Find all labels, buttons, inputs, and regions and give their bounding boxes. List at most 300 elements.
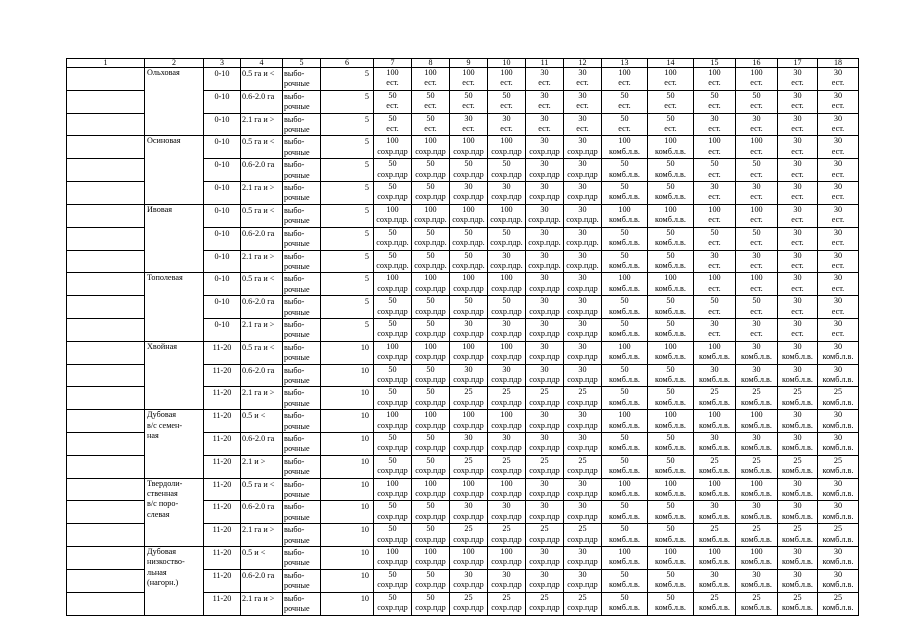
empty-cell — [67, 227, 145, 250]
value-cell — [374, 524, 412, 547]
method-abbreviation: комб.л.в. — [699, 557, 730, 567]
method-abbreviation: комб.л.в. — [655, 146, 686, 156]
value-cell — [694, 569, 736, 592]
empty-cell — [67, 524, 145, 547]
cutting-type-line: выбо- — [284, 411, 305, 421]
value-number: 30 — [833, 478, 843, 488]
method-abbreviation: комб.л.в. — [741, 489, 772, 499]
stand-type-line: Дубовая — [147, 410, 176, 420]
method-abbreviation: сохр.пдр — [377, 169, 408, 179]
value-number: 30 — [793, 547, 802, 557]
value-cell — [526, 296, 564, 319]
value-number: 30 — [540, 341, 549, 351]
method-abbreviation: ест. — [708, 238, 721, 248]
value-number: 50 — [666, 524, 675, 534]
method-abbreviation: ест. — [386, 101, 399, 111]
method-abbreviation: ест. — [750, 169, 763, 179]
value-number: 50 — [666, 296, 675, 306]
method-abbreviation: сохр.пдр — [491, 169, 522, 179]
value-cell — [488, 592, 526, 615]
method-abbreviation: комб.л.в. — [699, 374, 730, 384]
value-number: 30 — [540, 227, 549, 237]
method-abbreviation: комб.л.в. — [782, 489, 813, 499]
method-abbreviation: сохр.пдр — [415, 466, 446, 476]
method-abbreviation: комб.л.в. — [822, 420, 854, 430]
value-cell — [488, 433, 526, 456]
method-abbreviation: сохр.пдр — [415, 306, 446, 316]
value-number: 100 — [708, 410, 721, 420]
value-number: 50 — [388, 455, 397, 465]
age-range-cell: 0-10 — [204, 227, 241, 250]
method-abbreviation: ест. — [708, 306, 721, 316]
method-abbreviation: сохр.пдр — [415, 557, 446, 567]
value-cell — [374, 113, 412, 136]
value-number: 50 — [666, 569, 675, 579]
method-abbreviation: комб.л.в. — [655, 466, 686, 476]
method-abbreviation: сохр.пдр — [567, 169, 598, 179]
value-cell — [488, 501, 526, 524]
method-abbreviation: ест. — [750, 260, 763, 270]
value-number: 30 — [793, 273, 802, 283]
value-cell — [602, 250, 648, 273]
value-cell — [488, 455, 526, 478]
value-number: 30 — [793, 410, 802, 420]
value-cell — [818, 296, 859, 319]
method-abbreviation: ест. — [750, 146, 763, 156]
method-abbreviation: комб.л.в. — [822, 534, 854, 544]
value-cell — [450, 410, 488, 433]
cutting-type-line: выбо- — [284, 91, 305, 101]
value-cell — [602, 341, 648, 364]
method-abbreviation: сохр.пдр. — [490, 260, 523, 270]
value-number: 30 — [540, 113, 549, 123]
period-years-cell: 5 — [321, 159, 374, 182]
value-number: 30 — [710, 182, 719, 192]
value-cell — [778, 136, 818, 159]
method-abbreviation: ест. — [750, 238, 763, 248]
area-cell: 0.6-2.0 га — [241, 159, 283, 182]
value-number: 50 — [620, 455, 629, 465]
method-abbreviation: ест. — [538, 101, 551, 111]
value-cell — [564, 569, 602, 592]
value-cell — [412, 433, 450, 456]
cutting-type-line: рочные — [284, 604, 310, 614]
value-number: 100 — [618, 68, 631, 77]
method-abbreviation: сохр.пдр — [529, 192, 560, 202]
method-abbreviation: сохр.пдр. — [376, 215, 409, 225]
value-cell — [488, 113, 526, 136]
value-cell — [602, 296, 648, 319]
method-abbreviation: ест. — [708, 283, 721, 293]
value-cell — [526, 524, 564, 547]
value-cell — [736, 204, 778, 227]
cutting-type-line: рочные — [284, 193, 310, 203]
method-abbreviation: сохр.пдр — [415, 580, 446, 590]
method-abbreviation: ест. — [576, 101, 589, 111]
method-abbreviation: ест. — [831, 306, 845, 316]
value-number: 50 — [620, 433, 629, 442]
period-years-cell: 10 — [321, 524, 374, 547]
value-cell — [488, 204, 526, 227]
value-cell — [648, 136, 694, 159]
value-number: 30 — [793, 250, 802, 260]
period-years-cell: 5 — [321, 227, 374, 250]
value-cell — [526, 273, 564, 296]
value-cell — [602, 547, 648, 570]
value-cell — [412, 250, 450, 273]
value-cell — [412, 569, 450, 592]
method-abbreviation: комб.л.в. — [609, 534, 640, 544]
method-abbreviation: комб.л.в. — [741, 466, 772, 476]
value-number: 30 — [793, 569, 802, 579]
method-abbreviation: сохр.пдр — [529, 420, 560, 430]
cutting-type-cell — [283, 501, 321, 524]
value-number: 50 — [620, 569, 629, 579]
area-cell: 0.6-2.0 га — [241, 90, 283, 113]
stand-type-line: ная — [147, 431, 159, 440]
cutting-type-cell — [283, 478, 321, 501]
age-range-cell: 0-10 — [204, 273, 241, 296]
method-abbreviation: сохр.пдр — [491, 580, 522, 590]
age-range-cell: 11-20 — [204, 433, 241, 456]
value-number: 30 — [833, 273, 843, 283]
method-abbreviation: ест. — [424, 78, 437, 88]
method-abbreviation: ест. — [791, 78, 804, 88]
value-cell — [778, 273, 818, 296]
method-abbreviation: комб.л.в. — [822, 397, 854, 407]
value-cell — [564, 90, 602, 113]
value-number: 50 — [502, 159, 511, 169]
value-cell — [374, 273, 412, 296]
age-range-cell: 0-10 — [204, 318, 241, 341]
value-number: 100 — [750, 273, 763, 283]
value-number: 50 — [426, 90, 435, 100]
cutting-type-line: рочные — [284, 421, 310, 431]
value-number: 100 — [708, 273, 721, 283]
method-abbreviation: ест. — [618, 124, 631, 134]
value-number: 25 — [833, 455, 843, 465]
value-number: 50 — [388, 113, 397, 123]
value-number: 100 — [500, 204, 513, 214]
method-abbreviation: сохр.пдр — [529, 169, 560, 179]
value-number: 30 — [578, 182, 587, 192]
value-cell — [778, 524, 818, 547]
value-cell — [818, 410, 859, 433]
value-cell — [526, 364, 564, 387]
value-number: 50 — [388, 364, 397, 374]
method-abbreviation: ест. — [750, 283, 763, 293]
value-cell — [602, 227, 648, 250]
value-number: 50 — [710, 296, 719, 306]
method-abbreviation: ест. — [750, 192, 763, 202]
method-abbreviation: комб.л.в. — [609, 260, 640, 270]
value-number: 25 — [752, 455, 761, 465]
value-number: 25 — [752, 592, 761, 602]
age-range-cell: 11-20 — [204, 524, 241, 547]
value-cell — [818, 250, 859, 273]
empty-cell — [67, 547, 145, 570]
value-cell — [648, 296, 694, 319]
cutting-type-line: выбо- — [284, 183, 305, 193]
method-abbreviation: ест. — [791, 101, 804, 111]
cutting-type-line: рочные — [284, 353, 310, 363]
value-number: 50 — [752, 159, 761, 169]
value-cell — [694, 501, 736, 524]
method-abbreviation: сохр.пдр — [567, 329, 598, 339]
value-cell — [526, 250, 564, 273]
value-number: 50 — [620, 501, 629, 511]
value-cell — [450, 501, 488, 524]
method-abbreviation: сохр.пдр — [453, 511, 484, 521]
value-cell — [818, 455, 859, 478]
cutting-type-cell — [283, 136, 321, 159]
value-cell — [694, 68, 736, 91]
method-abbreviation: комб.л.в. — [655, 306, 686, 316]
method-abbreviation: сохр.пдр — [529, 466, 560, 476]
table-row — [67, 410, 859, 433]
method-abbreviation: комб.л.в. — [655, 352, 686, 362]
value-cell — [564, 501, 602, 524]
period-years-cell: 10 — [321, 569, 374, 592]
value-cell — [818, 478, 859, 501]
value-number: 30 — [502, 569, 511, 579]
value-cell — [488, 90, 526, 113]
value-number: 30 — [793, 227, 802, 237]
method-abbreviation: ест. — [791, 124, 804, 134]
age-range-cell: 0-10 — [204, 296, 241, 319]
value-number: 25 — [752, 524, 761, 534]
method-abbreviation: комб.л.в. — [782, 603, 813, 613]
method-abbreviation: сохр.пдр — [529, 329, 560, 339]
method-abbreviation: комб.л.в. — [655, 329, 686, 339]
value-number: 30 — [833, 341, 843, 351]
method-abbreviation: ест. — [386, 124, 399, 134]
value-cell — [526, 341, 564, 364]
value-cell — [374, 204, 412, 227]
method-abbreviation: ест. — [576, 78, 589, 88]
value-number: 25 — [578, 455, 587, 465]
value-number: 30 — [540, 410, 549, 420]
value-number: 100 — [664, 273, 677, 283]
value-cell — [818, 159, 859, 182]
value-cell — [526, 318, 564, 341]
empty-cell — [67, 433, 145, 456]
value-cell — [450, 433, 488, 456]
value-number: 50 — [666, 455, 675, 465]
value-cell — [412, 592, 450, 615]
value-number: 30 — [793, 182, 802, 192]
value-cell — [450, 547, 488, 570]
value-number: 50 — [426, 113, 435, 123]
value-number: 100 — [708, 204, 721, 214]
cutting-type-line: выбо- — [284, 593, 305, 603]
value-cell — [602, 364, 648, 387]
value-number: 100 — [618, 410, 631, 420]
period-years-cell: 10 — [321, 410, 374, 433]
method-abbreviation: ест. — [791, 329, 804, 339]
value-cell — [488, 387, 526, 410]
cutting-type-line: выбо- — [284, 342, 305, 352]
age-range-cell: 11-20 — [204, 501, 241, 524]
method-abbreviation: ест. — [831, 260, 845, 270]
value-number: 50 — [388, 318, 397, 328]
value-cell — [526, 68, 564, 91]
method-abbreviation: сохр.пдр — [567, 146, 598, 156]
value-number: 30 — [578, 227, 587, 237]
method-abbreviation: ест. — [791, 260, 804, 270]
method-abbreviation: ест. — [831, 329, 845, 339]
value-cell — [450, 296, 488, 319]
stand-type-line: низкоство- — [147, 557, 185, 567]
cutting-type-cell — [283, 341, 321, 364]
method-abbreviation: комб.л.в. — [609, 283, 640, 293]
area-cell: 2.1 га и > — [241, 524, 283, 547]
value-cell — [564, 341, 602, 364]
method-abbreviation: комб.л.в. — [699, 603, 730, 613]
method-abbreviation: ест. — [386, 78, 399, 88]
period-years-cell: 5 — [321, 318, 374, 341]
value-number: 30 — [540, 547, 549, 557]
method-abbreviation: сохр.пдр — [567, 534, 598, 544]
value-number: 100 — [750, 204, 763, 214]
value-number: 50 — [464, 227, 473, 237]
value-cell — [648, 182, 694, 205]
value-number: 100 — [664, 478, 677, 488]
table-row — [67, 547, 859, 570]
value-number: 25 — [793, 387, 802, 397]
value-number: 30 — [833, 296, 843, 306]
value-cell — [374, 410, 412, 433]
value-cell — [374, 547, 412, 570]
value-number: 30 — [710, 113, 719, 123]
value-number: 50 — [620, 159, 629, 169]
value-cell — [602, 318, 648, 341]
method-abbreviation: комб.л.в. — [782, 466, 813, 476]
method-abbreviation: сохр.пдр — [491, 329, 522, 339]
method-abbreviation: комб.л.в. — [822, 511, 854, 521]
value-number: 25 — [502, 387, 511, 397]
method-abbreviation: комб.л.в. — [609, 557, 640, 567]
value-number: 50 — [426, 364, 435, 374]
value-cell — [412, 182, 450, 205]
value-cell — [736, 433, 778, 456]
cutting-type-line: выбо- — [284, 479, 305, 489]
method-abbreviation: комб.л.в. — [782, 557, 813, 567]
value-number: 30 — [540, 433, 549, 442]
value-number: 30 — [540, 296, 549, 306]
value-number: 50 — [502, 90, 511, 100]
value-number: 25 — [502, 455, 511, 465]
method-abbreviation: комб.л.в. — [609, 420, 640, 430]
value-cell — [412, 547, 450, 570]
column-number-row — [67, 59, 859, 68]
cutting-type-cell — [283, 547, 321, 570]
stand-type-cell — [145, 136, 204, 204]
value-cell — [602, 387, 648, 410]
value-cell — [778, 204, 818, 227]
value-number: 50 — [666, 113, 675, 123]
method-abbreviation: комб.л.в. — [741, 603, 772, 613]
method-abbreviation: сохр.пдр. — [566, 260, 599, 270]
method-abbreviation: комб.л.в. — [655, 374, 686, 384]
value-number: 100 — [618, 547, 631, 557]
method-abbreviation: сохр.пдр — [415, 329, 446, 339]
method-abbreviation: ест. — [750, 329, 763, 339]
value-cell — [526, 90, 564, 113]
value-cell — [526, 433, 564, 456]
cutting-type-cell — [283, 592, 321, 615]
method-abbreviation: сохр.пдр — [377, 420, 408, 430]
age-range-cell: 0-10 — [204, 68, 241, 91]
value-number: 25 — [502, 592, 511, 602]
method-abbreviation: сохр.пдр — [415, 443, 446, 453]
value-cell — [648, 318, 694, 341]
method-abbreviation: сохр.пдр — [529, 374, 560, 384]
method-abbreviation: комб.л.в. — [782, 352, 813, 362]
value-cell — [564, 159, 602, 182]
method-abbreviation: ест. — [708, 78, 721, 88]
value-cell — [778, 364, 818, 387]
value-number: 50 — [710, 90, 719, 100]
cutting-type-cell — [283, 364, 321, 387]
method-abbreviation: сохр.пдр — [415, 534, 446, 544]
stand-type-line: в/с семен- — [147, 420, 183, 430]
method-abbreviation: комб.л.в. — [655, 238, 686, 248]
value-number: 30 — [710, 433, 719, 442]
value-number: 25 — [578, 524, 587, 534]
value-cell — [450, 455, 488, 478]
cutting-type-cell — [283, 68, 321, 91]
value-number: 30 — [833, 410, 843, 420]
value-number: 30 — [578, 90, 587, 100]
value-cell — [778, 547, 818, 570]
value-cell — [564, 455, 602, 478]
method-abbreviation: сохр.пдр — [453, 192, 484, 202]
method-abbreviation: сохр.пдр. — [566, 238, 599, 248]
value-cell — [694, 478, 736, 501]
area-cell: 2.1 и > — [241, 455, 283, 478]
period-years-cell: 5 — [321, 250, 374, 273]
value-cell — [602, 136, 648, 159]
cutting-type-line: выбо- — [284, 365, 305, 375]
age-range-cell: 0-10 — [204, 182, 241, 205]
area-cell: 0.6-2.0 га — [241, 501, 283, 524]
value-number: 30 — [793, 318, 802, 328]
method-abbreviation: ест. — [462, 124, 475, 134]
value-cell — [564, 387, 602, 410]
cutting-type-cell — [283, 318, 321, 341]
cutting-type-cell — [283, 524, 321, 547]
cutting-type-line: выбо- — [284, 160, 305, 170]
method-abbreviation: ест. — [750, 78, 763, 88]
method-abbreviation: сохр.пдр. — [490, 215, 523, 225]
method-abbreviation: комб.л.в. — [822, 352, 854, 362]
method-abbreviation: комб.л.в. — [822, 580, 854, 590]
method-abbreviation: сохр.пдр. — [452, 238, 485, 248]
period-years-cell: 5 — [321, 273, 374, 296]
value-cell — [374, 182, 412, 205]
empty-cell — [67, 296, 145, 319]
value-cell — [412, 227, 450, 250]
value-number: 30 — [752, 569, 761, 579]
value-number: 30 — [540, 501, 549, 511]
column-number: 18 — [818, 59, 859, 68]
value-cell — [602, 182, 648, 205]
value-number: 50 — [710, 227, 719, 237]
value-number: 50 — [426, 524, 435, 534]
value-cell — [694, 524, 736, 547]
value-number: 30 — [502, 433, 511, 442]
